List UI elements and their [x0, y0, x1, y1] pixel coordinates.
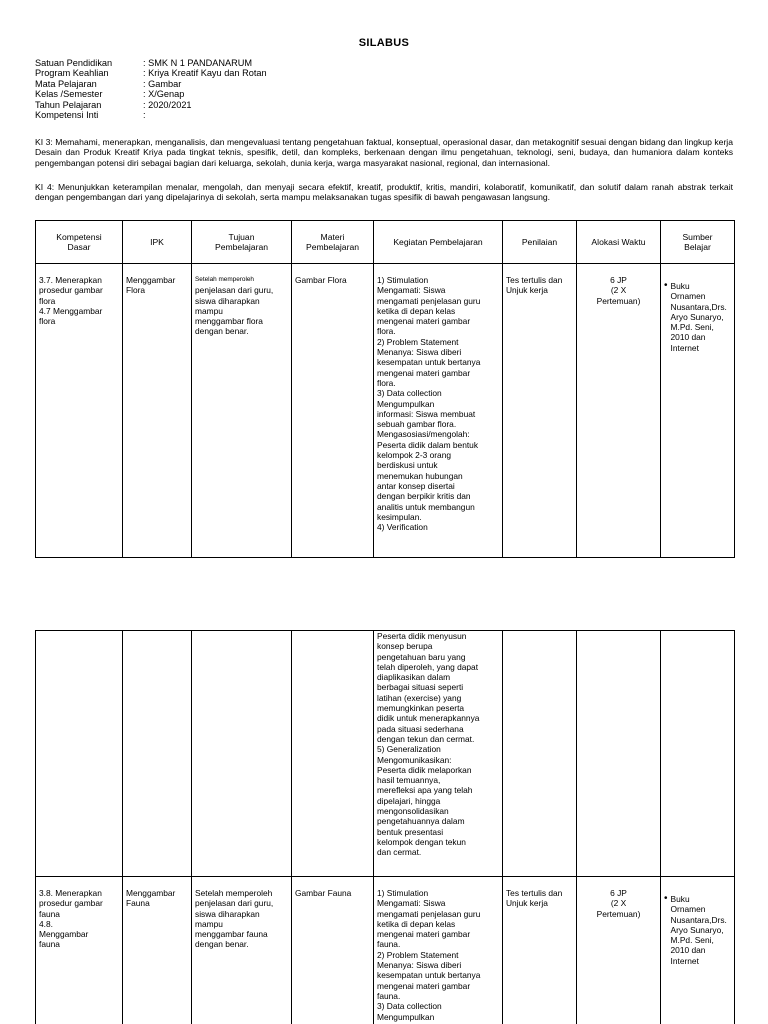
- bullet-icon: •: [664, 280, 668, 291]
- tujuan-text: penjelasan dari guru, siswa diharapkan mampu menggambar flora dengan benar.: [195, 285, 274, 337]
- table-header-row: [36, 221, 735, 264]
- cell-alokasi: 6 JP (2 X Pertemuan): [577, 877, 661, 1024]
- cell-sumber: [661, 631, 735, 877]
- header-alokasi: Alokasi Waktu: [577, 221, 661, 264]
- meta-label: Kelas /Semester: [35, 89, 103, 100]
- meta-value: : Kriya Kreatif Kayu dan Rotan: [143, 68, 267, 79]
- cell-kd: 3.8. Menerapkan prosedur gambar fauna 4.8. Menggambar fauna: [36, 877, 123, 1024]
- page-2: [0, 630, 768, 1024]
- cell-penilaian: Tes tertulis dan Unjuk kerja: [503, 877, 577, 1024]
- meta-value: : 2020/2021: [143, 99, 192, 110]
- meta-value: : Gambar: [143, 78, 182, 89]
- sumber-text: Buku Ornamen Nusantara,Drs. Aryo Sunaryo, M.Pd. Seni, 2010 dan Internet: [670, 281, 727, 353]
- cell-tujuan: [192, 631, 292, 877]
- cell-tujuan: [192, 264, 292, 558]
- document-title: SILABUS: [358, 37, 410, 49]
- bullet-icon: •: [664, 893, 668, 904]
- ki4-paragraph: KI 4: Menunjukkan keterampilan menalar, mengolah, dan menyaji secara efektif, kreatif, produktif, kritis, mandiri, kolaboratif, komunikatif, dan solutif dalam ranah abstrak terkait dengan pengembangan dari yang dipelajarinya di sekolah, serta mampu melaksanakan tugas spesifik di bawah pengawasan langsung.: [35, 182, 733, 203]
- table-row: [36, 264, 735, 558]
- cell-tujuan: Setelah memperoleh penjelasan dari guru, siswa diharapkan mampu menggambar fauna dengan benar.: [192, 877, 292, 1024]
- cell-kegiatan: 1) Stimulation Mengamati: Siswa mengamati penjelasan guru ketika di depan kelas mengenai materi gambar flora. 2) Problem Statement Menanya: Siswa diberi kesempatan untuk bertanya mengenai materi gambar flora. 3) Data collection Mengumpulkan informasi: Siswa membuat sebuah gambar flora. Mengasosiasi/mengolah: Peserta didik dalam bentuk kelompok 2-3 orang berdiskusi untuk menemukan hubungan antar konsep disertai dengan berpikir kritis dan analitis untuk membangun kesimpulan. 4) Verification: [374, 264, 503, 558]
- header-ipk: IPK: [123, 221, 192, 264]
- header-kompetensi-dasar: Kompetensi Dasar: [36, 221, 123, 264]
- meta-label: Tahun Pelajaran: [35, 99, 102, 110]
- sumber-item: [664, 281, 731, 353]
- cell-ipk: [123, 631, 192, 877]
- cell-penilaian: [503, 631, 577, 877]
- ki3-paragraph: KI 3: Memahami, menerapkan, menganalisis, dan mengevaluasi tentang pengetahuan faktual, konseptual, operasional dasar, dan metakognitif sesuai dengan bidang dan lingkup kerja Desain dan Produk Kreatif Kriya pada tingkat teknis, spesifik, detil, dan kompleks, berkenaan dengan ilmu pengetahuan, teknologi, seni, budaya, dan humaniora dalam konteks pengembangan potensi diri sebagai bagian dari keluarga, sekolah, dunia kerja, warga masyarakat nasional, regional, dan internasional.: [35, 137, 733, 168]
- sumber-item: [664, 894, 731, 966]
- cell-kegiatan: 1) Stimulation Mengamati: Siswa mengamati penjelasan guru ketika di depan kelas mengenai materi gambar fauna. 2) Problem Statement Menanya: Siswa diberi kesempatan untuk bertanya mengenai materi gambar fauna. 3) Data collection Mengumpulkan: [374, 877, 503, 1024]
- meta-value: :: [143, 110, 146, 121]
- cell-materi: [292, 631, 374, 877]
- meta-label: Program Keahlian: [35, 68, 109, 79]
- cell-alokasi: 6 JP (2 X Pertemuan): [577, 264, 661, 558]
- tujuan-small-line: Setelah memperoleh: [195, 276, 254, 283]
- meta-value: : SMK N 1 PANDANARUM: [143, 58, 253, 68]
- cell-sumber: [661, 877, 735, 1024]
- header-materi: Materi Pembelajaran: [292, 221, 374, 264]
- cell-kegiatan: Peserta didik menyusun konsep berupa pengetahuan baru yang telah diperoleh, yang dapat diaplikasikan dalam berbagai situasi seperti latihan (exercise) yang memungkinkan peserta didik untuk menerapkannya pada situasi sederhana dengan tekun dan cermat. 5) Generalization Mengomunikasikan: Peserta didik melaporkan hasil temuannya, merefleksi apa yang telah dipelajari, hingga mengonsolidasikan pengetahuannya dalam bentuk presentasi kelompok dengan tekun dan cermat.: [374, 631, 503, 877]
- cell-kd: [36, 631, 123, 877]
- header-penilaian: Penilaian: [503, 221, 577, 264]
- meta-row: [35, 110, 267, 120]
- syllabus-table-continued: [35, 630, 735, 1024]
- meta-row: [35, 79, 267, 89]
- sumber-text: Buku Ornamen Nusantara,Drs. Aryo Sunaryo, M.Pd. Seni, 2010 dan Internet: [670, 894, 727, 966]
- cell-sumber: [661, 264, 735, 558]
- cell-ipk: Menggambar Flora: [123, 264, 192, 558]
- syllabus-table: [35, 220, 735, 558]
- meta-label: Kompetensi Inti: [35, 110, 99, 121]
- meta-value: : X/Genap: [143, 89, 185, 100]
- header-sumber: Sumber Belajar: [661, 221, 735, 264]
- cell-materi: Gambar Flora: [292, 264, 374, 558]
- meta-label: Satuan Pendidikan: [35, 58, 113, 68]
- cell-materi: Gambar Fauna: [292, 877, 374, 1024]
- meta-row: [35, 58, 267, 68]
- header-tujuan: Tujuan Pembelajaran: [192, 221, 292, 264]
- meta-row: [35, 89, 267, 99]
- cell-penilaian: Tes tertulis dan Unjuk kerja: [503, 264, 577, 558]
- meta-row: [35, 68, 267, 78]
- table-row: [36, 631, 735, 877]
- meta-row: [35, 100, 267, 110]
- cell-ipk: Menggambar Fauna: [123, 877, 192, 1024]
- cell-alokasi: [577, 631, 661, 877]
- meta-label: Mata Pelajaran: [35, 78, 97, 89]
- cell-kd: 3.7. Menerapkan prosedur gambar flora 4.7 Menggambar flora: [36, 264, 123, 558]
- identity-block: [35, 58, 267, 120]
- header-kegiatan: Kegiatan Pembelajaran: [374, 221, 503, 264]
- table-row: [36, 877, 735, 1024]
